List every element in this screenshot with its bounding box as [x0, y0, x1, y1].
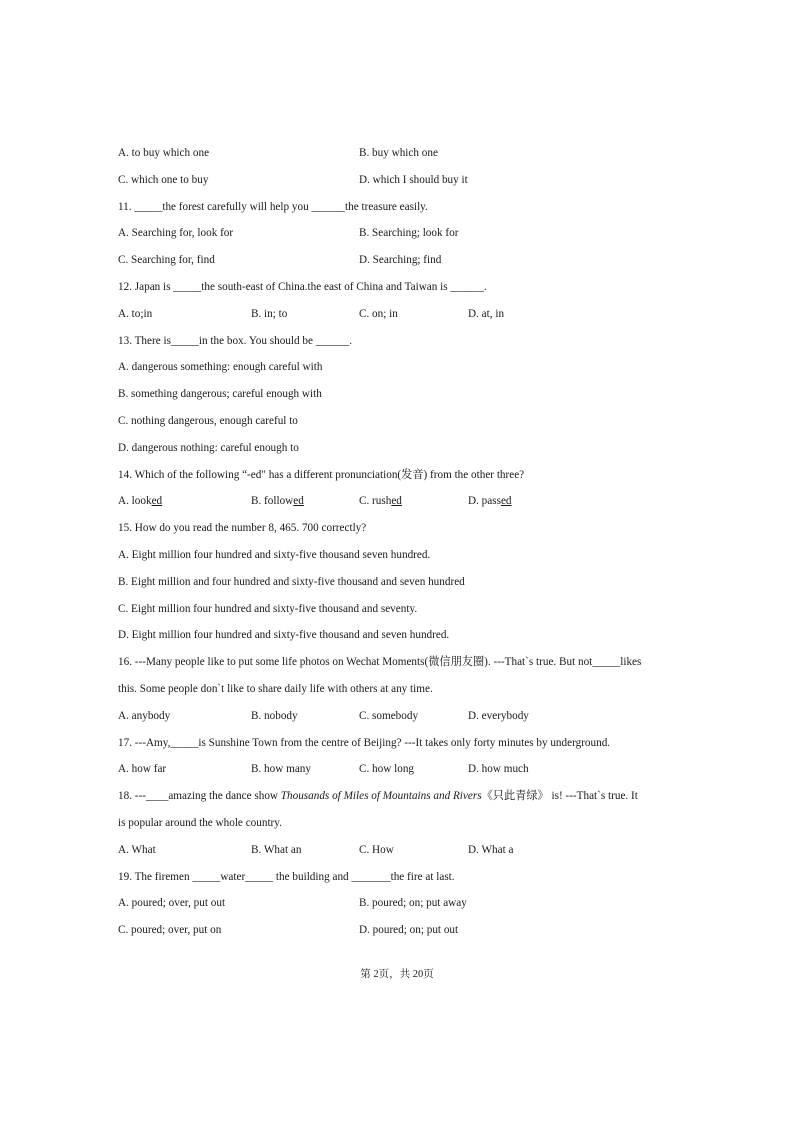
question-line [118, 547, 688, 574]
question-text: D. Eight million four hundred and sixty-five thousand and seven hundred. [118, 629, 450, 642]
option: D. which I should buy it [359, 173, 468, 186]
option: B. how many [251, 763, 311, 776]
options-row [118, 306, 688, 333]
option-word: C. rush [359, 495, 392, 508]
question-text: is popular around the whole country. [118, 816, 282, 829]
question-line [118, 333, 688, 360]
option: B. buy which one [359, 147, 438, 159]
question-line [118, 681, 688, 708]
question-text: A. dangerous something: enough careful with [118, 361, 323, 374]
question-line [118, 601, 688, 628]
question-text: 19. The firemen _____water_____ the building and _______the fire at last. [118, 870, 455, 883]
option: D. poured; on; put out [359, 924, 459, 937]
question-line [118, 413, 688, 440]
option: C. on; in [359, 307, 398, 320]
options-row [118, 252, 688, 279]
option: A. how far [118, 763, 167, 776]
option: A. to buy which one [118, 147, 210, 159]
options-row [118, 225, 688, 252]
question-list [118, 145, 688, 949]
options-row [118, 842, 688, 869]
option: D. at, in [468, 307, 505, 320]
underlined-suffix: ed [151, 495, 163, 508]
question-line [118, 359, 688, 386]
option: B. What an [251, 843, 302, 856]
question-text: 12. Japan is _____the south-east of China.the east of China and Taiwan is ______. [118, 280, 487, 293]
question-text [118, 788, 638, 804]
question-text: A. Eight million four hundred and sixty-five thousand seven hundred. [118, 548, 431, 561]
question-text: C. Eight million four hundred and sixty-five thousand and seventy. [118, 602, 418, 615]
option: C. which one to buy [118, 173, 209, 186]
options-row [118, 761, 688, 788]
question-text: 15. How do you read the number 8, 465. 700 correctly? [118, 522, 367, 535]
option: D. What a [468, 843, 514, 856]
underlined-suffix: ed [391, 495, 402, 508]
question-line [118, 574, 688, 601]
option: A. poured; over, put out [118, 897, 226, 910]
underlined-suffix: ed [500, 495, 512, 508]
question-line [118, 869, 688, 896]
question-line [118, 467, 688, 494]
option: A. Searching for, look for [118, 227, 234, 240]
question-line [118, 788, 688, 815]
question-line [118, 735, 688, 762]
question-line [118, 199, 688, 226]
question-text: 13. There is_____in the box. You should be ______. [118, 334, 353, 347]
question-line [118, 440, 688, 467]
question-text: B. Eight million and four hundred and sixty-five thousand and seven hundred [118, 575, 465, 588]
option: C. how long [359, 763, 415, 776]
question-text-pre: 18. ---____amazing the dance show [118, 790, 281, 803]
option: D. how much [468, 763, 529, 776]
option: C. How [359, 843, 394, 856]
option: B. poured; on; put away [359, 897, 467, 910]
question-line [118, 279, 688, 306]
option: C. poured; over, put on [118, 924, 222, 937]
question-text: 17. ---Amy,_____is Sunshine Town from the centre of Beijing? ---It takes only forty minutes by underground. [118, 736, 611, 749]
page-footer: 第 2页，共 20页 [360, 969, 434, 980]
option-word: B. follow [251, 495, 294, 508]
option: A. What [118, 843, 156, 856]
option [118, 493, 162, 509]
option [251, 493, 304, 509]
options-row [118, 895, 688, 922]
option: D. Searching; find [359, 254, 442, 267]
question-text: 16. ---Many people like to put some life photos on Wechat Moments(微信朋友圈). ---That`s true. But not_____likes [118, 656, 642, 669]
question-text: 11. _____the forest carefully will help you ______the treasure easily. [118, 200, 428, 213]
underlined-suffix: ed [293, 495, 304, 508]
options-row [118, 493, 688, 520]
question-text-post: 《只此青绿》 is! ---That`s true. It [481, 790, 638, 803]
question-line [118, 654, 688, 681]
option: B. in; to [251, 307, 288, 320]
option-word: D. pass [468, 495, 501, 508]
options-row [118, 172, 688, 199]
show-title: Thousands of Miles of Mountains and Rivers [280, 790, 482, 803]
option [359, 493, 402, 509]
option-word: A. look [118, 495, 152, 508]
options-row [118, 145, 688, 172]
question-text: B. something dangerous; careful enough with [118, 388, 322, 401]
option: B. nobody [251, 709, 298, 722]
option: A. anybody [118, 709, 171, 722]
question-line [118, 386, 688, 413]
option: B. Searching; look for [359, 227, 459, 240]
question-text: this. Some people don`t like to share daily life with others at any time. [118, 682, 433, 695]
question-text: D. dangerous nothing: careful enough to [118, 441, 299, 454]
option: C. somebody [359, 709, 419, 722]
option: C. Searching for, find [118, 254, 215, 267]
option: A. to;in [118, 307, 153, 320]
question-line [118, 520, 688, 547]
question-text: 14. Which of the following “-ed" has a different pronunciation(发音) from the other three? [118, 468, 525, 481]
question-line [118, 815, 688, 842]
question-text: C. nothing dangerous, enough careful to [118, 414, 298, 427]
options-row [118, 922, 688, 949]
option [468, 493, 512, 509]
option: D. everybody [468, 709, 529, 722]
question-line [118, 627, 688, 654]
options-row [118, 708, 688, 735]
